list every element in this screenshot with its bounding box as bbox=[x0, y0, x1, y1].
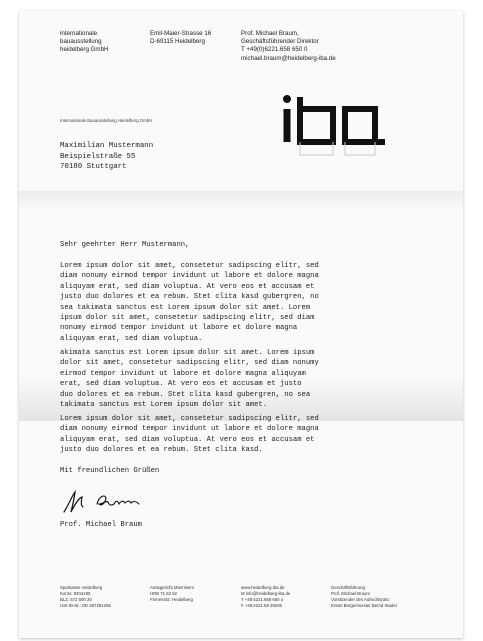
footer-line: Vorsitzender des Aufsichtsrats: bbox=[331, 597, 390, 602]
text-line: justo duo dolores et ea rebum. Stet clita kasd gubergren, no bbox=[60, 293, 319, 302]
paragraph-3 bbox=[60, 414, 319, 456]
footer-bank bbox=[60, 585, 111, 609]
header-address bbox=[150, 30, 211, 46]
header-company bbox=[60, 30, 109, 55]
footer-line: Konto: 9204180 bbox=[60, 591, 91, 596]
text-line: ipsum dolor sit amet, consetetur sadipscing elitr, sed diam bbox=[60, 314, 315, 323]
footer-line: F +49.6221.58 49200 bbox=[241, 603, 282, 608]
footer-register bbox=[150, 585, 194, 603]
text-line: Lorem ipsum dolor sit amet, consetetur sadipscing elitr, sed bbox=[60, 262, 319, 270]
footer-line: USt-ID-Nr.: DE 287281256 bbox=[60, 603, 111, 608]
text-line: nonumy eirmod tempor invidunt ut labore et dolore magna bbox=[60, 324, 298, 333]
header-contact-line: Geschäftsführender Direktor bbox=[241, 38, 319, 46]
footer-line: T +49.6221.658 650 o bbox=[241, 597, 284, 602]
recipient-city: 70180 Stuttgart bbox=[60, 163, 127, 171]
header-contact-line: Prof. Michael Braum, bbox=[241, 30, 299, 37]
footer-line: Sparkasse Heidelberg bbox=[60, 585, 103, 590]
text-line: aliquyam erat, sed diam voluptua. At vero eos et accusam et bbox=[60, 435, 315, 444]
header-company-line: heidelberg GmbH bbox=[60, 46, 109, 54]
salutation: Sehr geehrter Herr Mustermann, bbox=[60, 241, 190, 249]
paragraph-1 bbox=[60, 261, 319, 344]
header-contact bbox=[241, 30, 336, 63]
text-line: eirmod tempor invidunt ut labore et dolore magna aliquyam bbox=[60, 369, 306, 378]
recipient-street: Beispielstraße 55 bbox=[60, 152, 136, 161]
letter-sheet bbox=[19, 11, 463, 638]
recipient-address bbox=[60, 141, 153, 173]
footer-line: Geschäftsführung: bbox=[331, 585, 367, 590]
footer-line: HRB 71 62 62 bbox=[150, 591, 177, 596]
footer-management bbox=[331, 585, 397, 609]
footer-line: BLZ: 672 500 20 bbox=[60, 597, 92, 602]
header-contact-email: michael.braum@heidelberg-iba.de bbox=[241, 54, 336, 62]
paragraph-2 bbox=[60, 348, 319, 410]
text-line: erat, sed diam voluptua. At vero eos et accusam et justo bbox=[60, 380, 302, 389]
signatory-name: Prof. Michael Braum bbox=[60, 521, 142, 529]
text-line: diam nonumy eirmod tempor invidunt ut labore et dolore magna bbox=[60, 272, 319, 281]
text-line: Lorem ipsum dolor sit amet, consetetur sadipscing elitr, sed bbox=[60, 415, 319, 423]
text-line: dolor sit amet, consetetur sadipscing elitr, sed diam nonumy bbox=[60, 359, 319, 368]
recipient-name: Maximilian Mustermann bbox=[60, 142, 154, 150]
text-line: diam nonumy eirmod tempor invidunt ut labore et dolore magna bbox=[60, 425, 319, 434]
header-address-line: D-69115 Heidelberg bbox=[150, 38, 205, 46]
footer-line: Prof. Michael Braum bbox=[331, 591, 370, 596]
footer-line: Amtsgericht Mannheim bbox=[150, 585, 194, 590]
text-line: sea takimata sanctus est Lorem ipsum dolor sit amet. Lorem bbox=[60, 303, 311, 312]
header-company-line: internationale bbox=[60, 30, 98, 37]
iba-logo bbox=[283, 91, 398, 161]
footer-website: www.heidelberg-iba.de bbox=[241, 585, 285, 590]
text-line: akimata sanctus est Lorem ipsum dolor sit amet. Lorem ipsum bbox=[60, 349, 315, 357]
header-company-line: bauausstellung bbox=[60, 38, 102, 46]
handwritten-signature bbox=[59, 482, 159, 518]
fold-shadow-upper bbox=[19, 191, 463, 211]
header-address-line: Emil-Maier-Strasse 16 bbox=[150, 30, 212, 37]
closing: Mit freundlichen Grüßen bbox=[60, 467, 160, 475]
text-line: duo dolores et ea rebum. Stet clita kasd gubergren, no sea bbox=[60, 390, 311, 399]
text-line: aliquyam erat, sed diam voluptua. bbox=[60, 334, 203, 343]
footer-contact bbox=[241, 585, 290, 609]
text-line: takimata sanctus est Lorem ipsum dolor sit amet. bbox=[60, 401, 268, 410]
footer-line: M info@heidelberg-iba.de bbox=[241, 591, 291, 596]
text-line: justo duo dolores et ea rebum. Stet clita kasd. bbox=[60, 446, 263, 455]
sender-return-line: Internationale Bauausstellung Heidelberg GmbH bbox=[60, 118, 153, 123]
footer-line: Firmensitz: Heidelberg bbox=[150, 597, 193, 602]
header-contact-line: T +49(0)6221.658 650 0 bbox=[241, 46, 308, 54]
footer-line: Erster Bürgermeister Bernd Stadel bbox=[331, 603, 397, 608]
text-line: aliquyam erat, sed diam voluptua. At vero eos et accusam et bbox=[60, 282, 315, 291]
